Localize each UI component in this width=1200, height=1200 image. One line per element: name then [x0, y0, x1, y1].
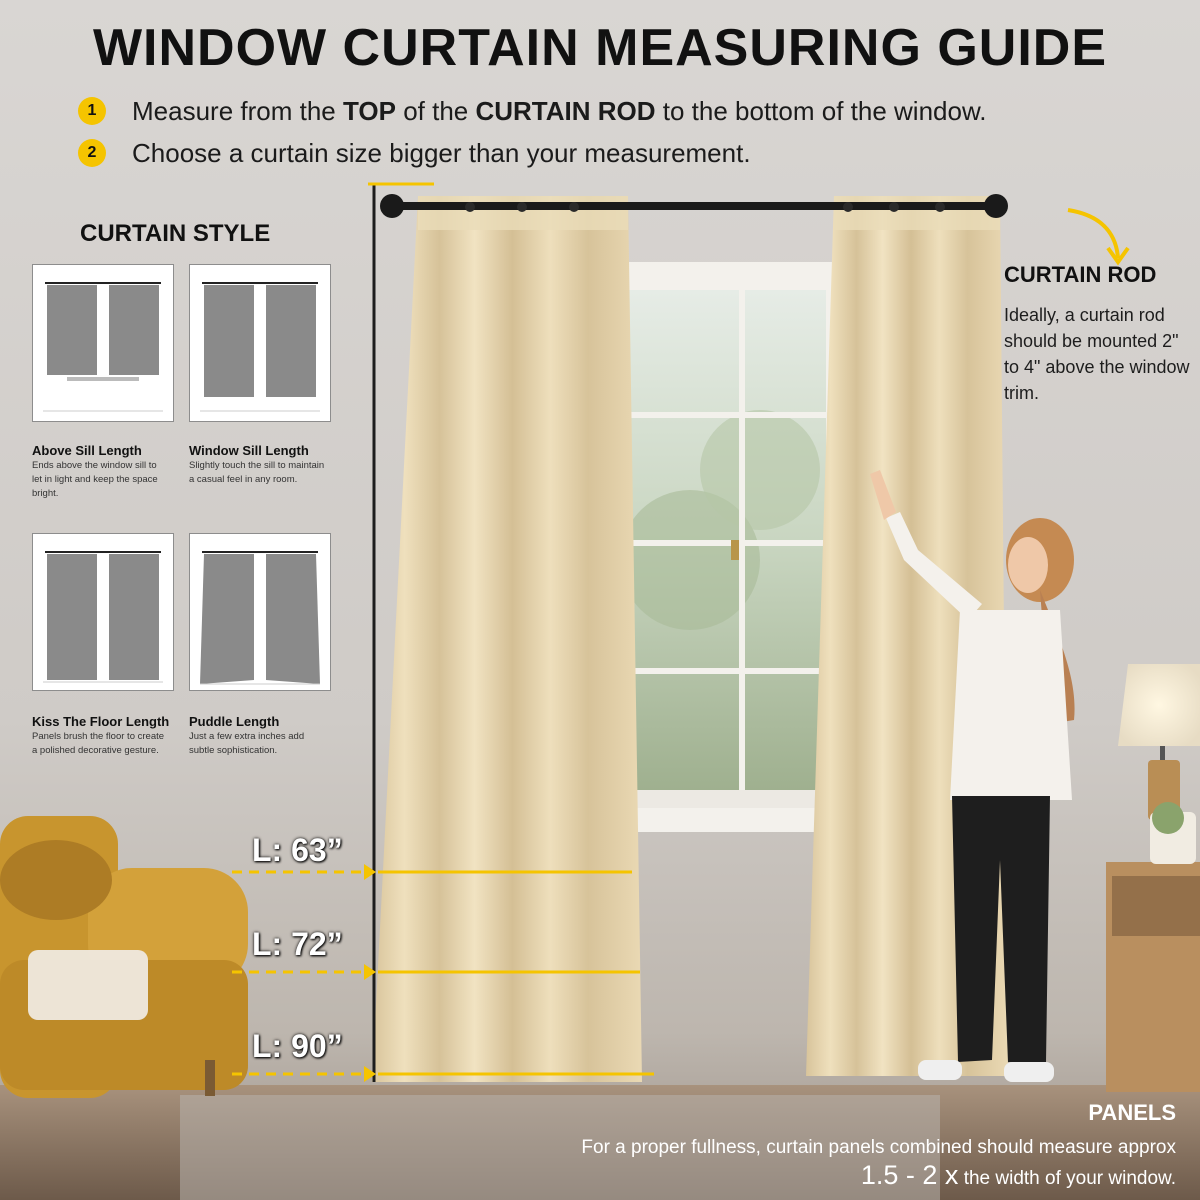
length-label-90: L: 90” [252, 1028, 343, 1064]
curtain-style-heading: CURTAIN STYLE [80, 220, 271, 247]
page-title: WINDOW CURTAIN MEASURING GUIDE [92, 19, 1108, 77]
step-2 [78, 136, 751, 170]
sofa [0, 816, 248, 1098]
style-desc-window-sill: Slightly touch the sill to maintain a casual feel in any room. [189, 460, 325, 485]
style-desc-puddle: Just a few extra inches add subtle sophistication. [189, 731, 305, 756]
style-illustration-kiss-floor [32, 533, 174, 691]
panels-line2-text: the width of your window. [958, 1168, 1176, 1189]
style-illustration-above-sill [32, 264, 174, 422]
panels-heading: PANELS [1088, 1100, 1176, 1125]
style-title-above-sill: Above Sill Length [32, 443, 142, 458]
step-text: Choose a curtain size bigger than your measurement. [132, 137, 751, 168]
style-desc-above-sill: Ends above the window sill to let in light and keep the space bright. [32, 460, 158, 499]
panels-line1: For a proper fullness, curtain panels combined should measure approx [581, 1137, 1176, 1158]
curtain-rod-description: Ideally, a curtain rod should be mounted 2" to 4" above the window trim. [1004, 305, 1190, 403]
style-title-window-sill: Window Sill Length [189, 443, 309, 458]
lamp [1118, 664, 1200, 820]
left-curtain [372, 196, 642, 1082]
step-badge: 2 [78, 139, 106, 167]
curtain-rod-heading: CURTAIN ROD [1004, 262, 1157, 287]
length-label-72: L: 72” [252, 926, 343, 962]
style-title-puddle: Puddle Length [189, 714, 280, 729]
style-desc-kiss-floor: Panels brush the floor to create a polished decorative gesture. [32, 731, 165, 756]
style-illustration-window-sill [189, 264, 331, 422]
length-label-63: L: 63” [252, 832, 343, 868]
panels-line2 [861, 1160, 1176, 1191]
step-badge: 1 [78, 97, 106, 125]
cabinet [1106, 802, 1200, 1092]
style-illustration-puddle [189, 533, 331, 691]
panels-ratio: 1.5 - 2 x [860, 1160, 959, 1190]
step-text: Measure from the TOP of the CURTAIN ROD to the bottom of the window. [132, 95, 987, 126]
step-1 [78, 94, 987, 128]
style-title-kiss-floor: Kiss The Floor Length [32, 714, 170, 729]
